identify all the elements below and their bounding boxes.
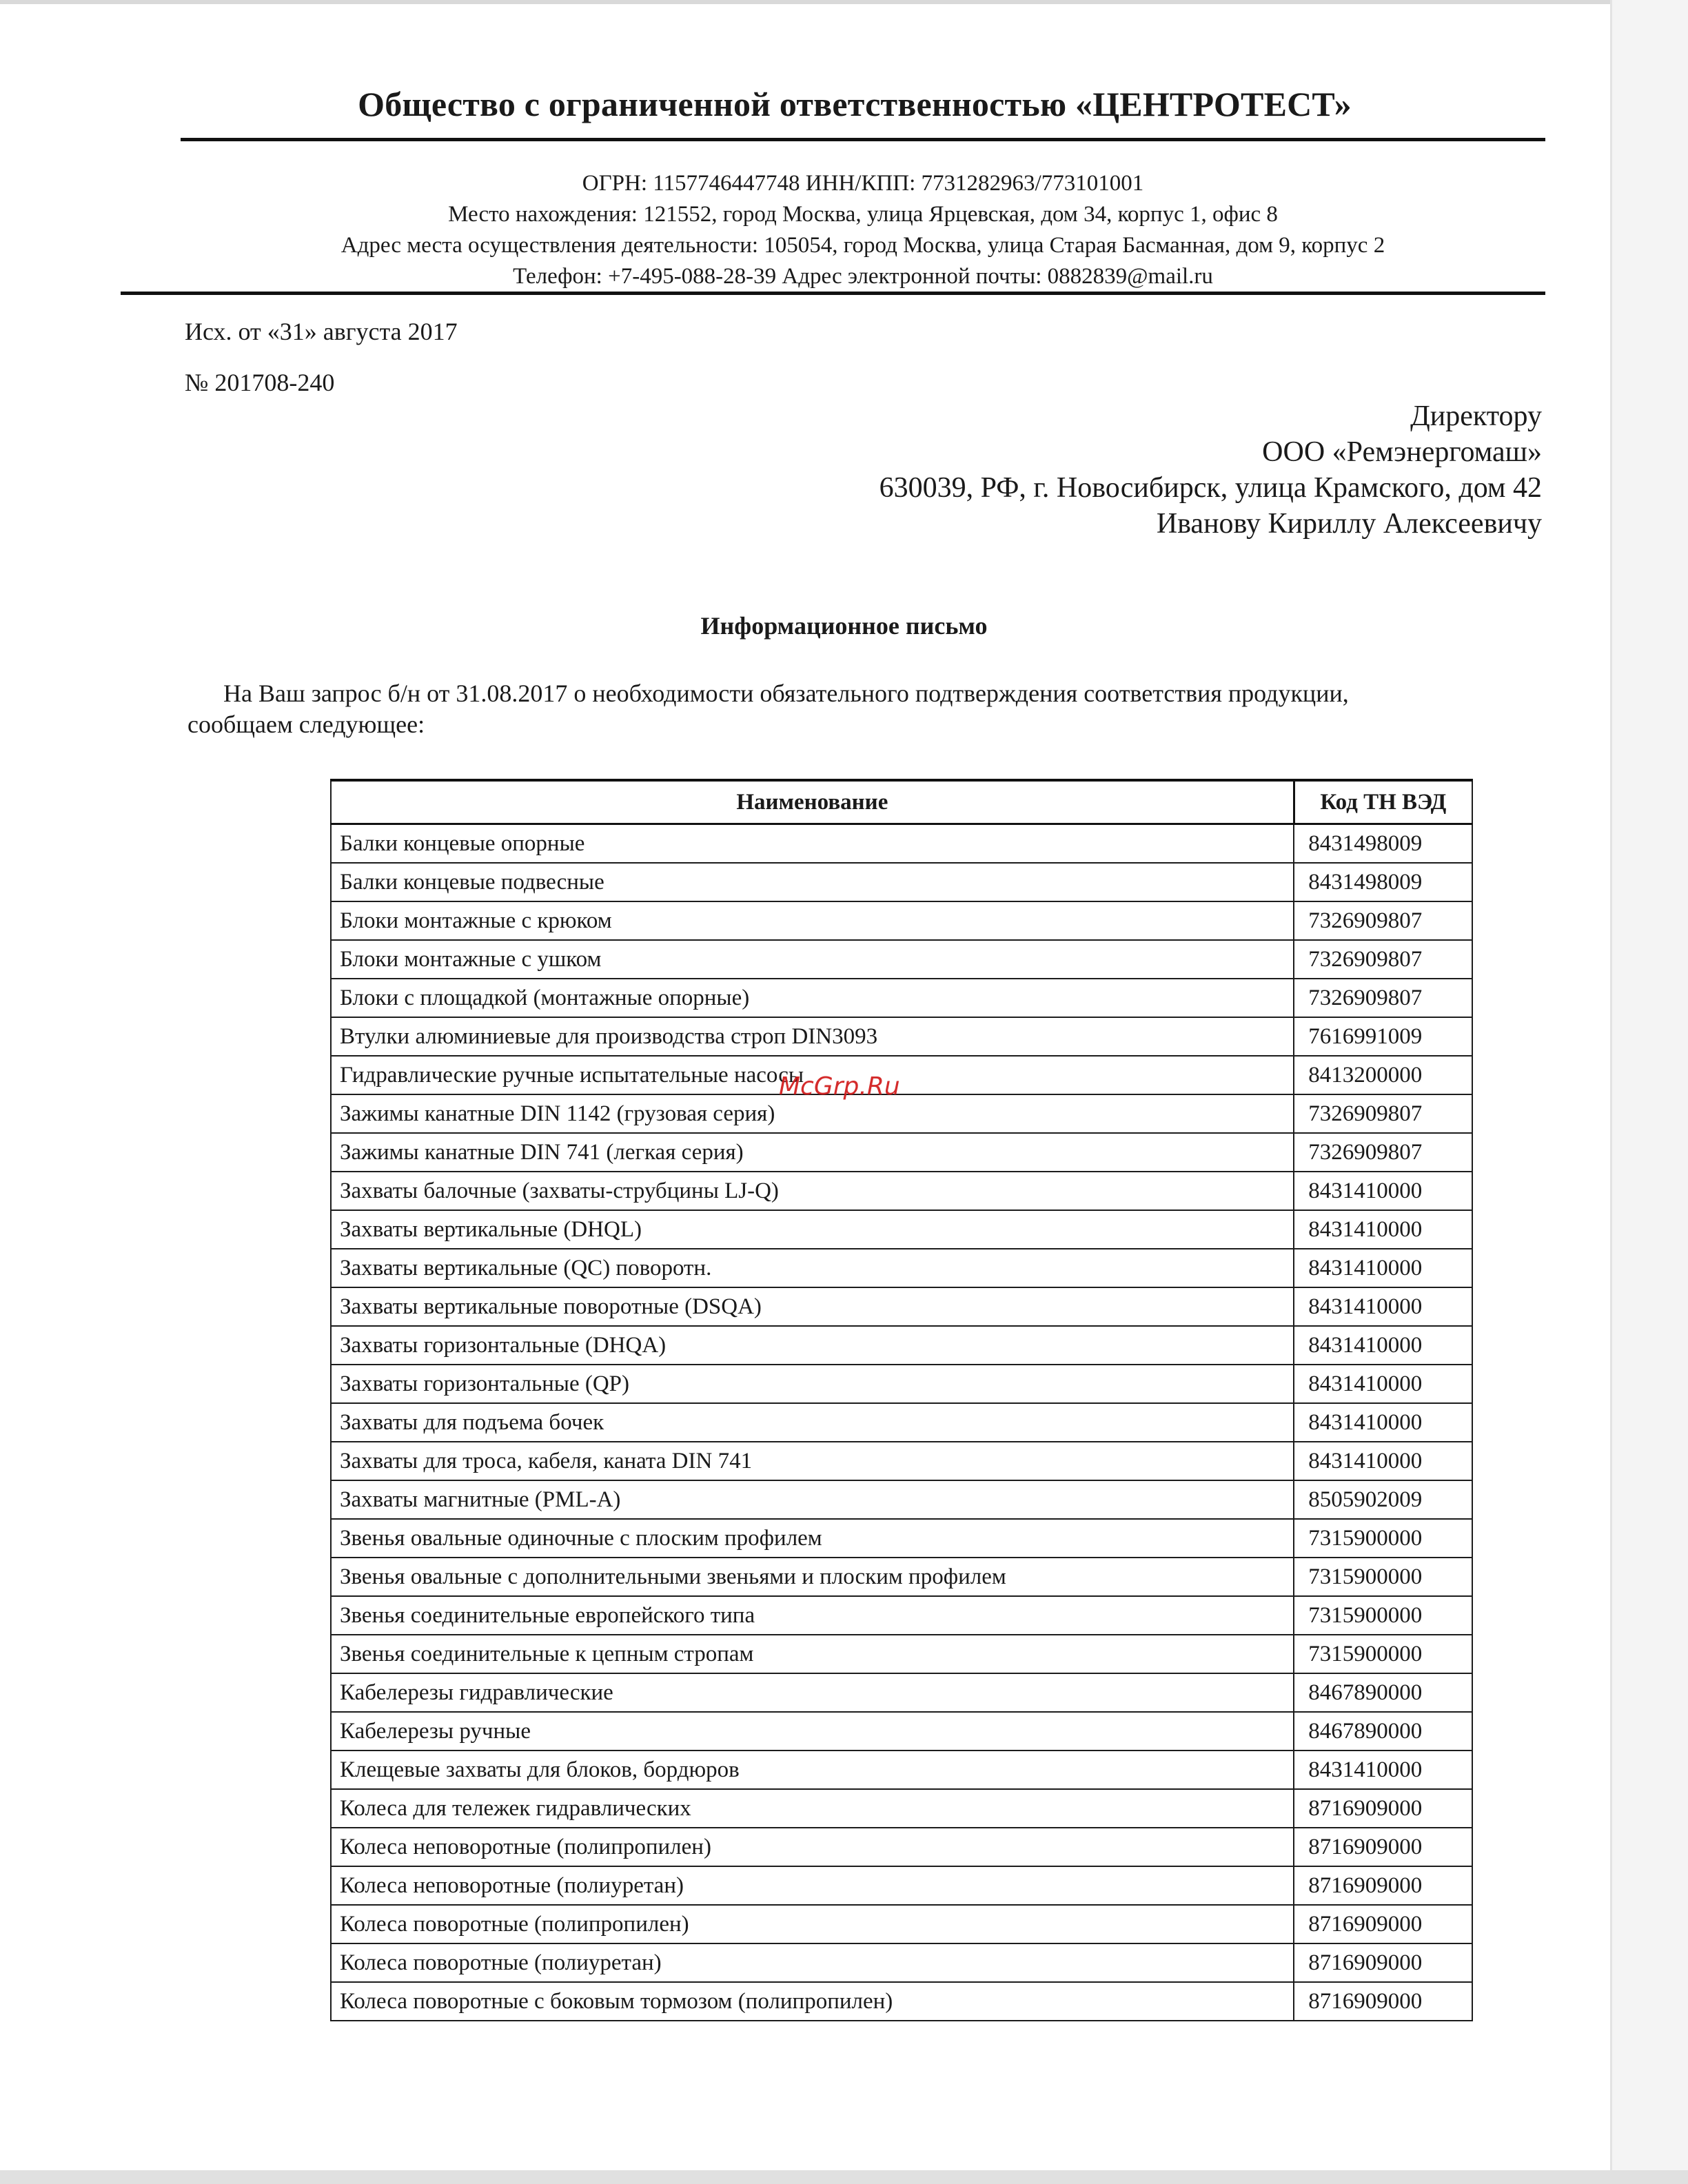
- table-row: [331, 1828, 1472, 1866]
- tn-ved-code: 7616991009: [1294, 1017, 1472, 1056]
- product-name: Захваты вертикальные (QC) поворотн.: [331, 1249, 1294, 1287]
- tn-ved-code: 7315900000: [1294, 1519, 1472, 1558]
- product-name: Колеса поворотные (полипропилен): [331, 1905, 1294, 1943]
- product-name: Колеса поворотные с боковым тормозом (полипропилен): [331, 1982, 1294, 2021]
- table-row: [331, 1673, 1472, 1712]
- table-row: [331, 1133, 1472, 1172]
- table-row: [331, 1326, 1472, 1365]
- table-row: [331, 1056, 1472, 1094]
- scan-edge-top: [0, 0, 1688, 4]
- tn-ved-code: 8431410000: [1294, 1287, 1472, 1326]
- tn-ved-code: 8431410000: [1294, 1442, 1472, 1480]
- tn-ved-code: 7315900000: [1294, 1635, 1472, 1673]
- product-name: Колеса неповоротные (полиуретан): [331, 1866, 1294, 1905]
- product-name: Гидравлические ручные испытательные насосы: [331, 1056, 1294, 1094]
- table-row: [331, 1596, 1472, 1635]
- letter-intro: [187, 678, 1538, 740]
- tn-ved-code: 8505902009: [1294, 1480, 1472, 1519]
- product-name: Блоки с площадкой (монтажные опорные): [331, 979, 1294, 1017]
- tn-ved-code: 7326909807: [1294, 1133, 1472, 1172]
- tn-ved-code: 8716909000: [1294, 1866, 1472, 1905]
- requisites-contacts: Телефон: +7-495-088-28-39 Адрес электронной почты: 0882839@mail.ru: [513, 264, 1213, 289]
- tn-ved-code: 7326909807: [1294, 1094, 1472, 1133]
- table-row: [331, 940, 1472, 979]
- products-table: [330, 779, 1473, 2021]
- outgoing-date: Исх. от «31» августа 2017: [185, 318, 458, 345]
- table-row: [331, 1905, 1472, 1943]
- header-rule-bottom: [121, 292, 1545, 295]
- table-row: [331, 1365, 1472, 1403]
- letter-title: Информационное письмо: [700, 612, 988, 640]
- product-name: Захваты для подъема бочек: [331, 1403, 1294, 1442]
- header-code: Код ТН ВЭД: [1294, 780, 1472, 824]
- product-name: Звенья соединительные европейского типа: [331, 1596, 1294, 1635]
- product-name: Втулки алюминиевые для производства строп DIN3093: [331, 1017, 1294, 1056]
- tn-ved-code: 8431410000: [1294, 1365, 1472, 1403]
- tn-ved-code: 8431410000: [1294, 1403, 1472, 1442]
- table-row: [331, 1172, 1472, 1210]
- table-row: [331, 1403, 1472, 1442]
- addressee-block: [879, 398, 1542, 542]
- product-name: Клещевые захваты для блоков, бордюров: [331, 1751, 1294, 1789]
- tn-ved-code: 8716909000: [1294, 1943, 1472, 1982]
- table-row: [331, 1442, 1472, 1480]
- outgoing-number: № 201708-240: [185, 369, 335, 396]
- product-name: Колеса неповоротные (полипропилен): [331, 1828, 1294, 1866]
- tn-ved-code: 7326909807: [1294, 901, 1472, 940]
- intro-line-1: На Ваш запрос б/н от 31.08.2017 о необходимости обязательного подтверждения соответствия продукции,: [223, 680, 1349, 707]
- product-name: Захваты магнитные (PML-A): [331, 1480, 1294, 1519]
- table-row: [331, 1866, 1472, 1905]
- product-name: Захваты вертикальные (DHQL): [331, 1210, 1294, 1249]
- intro-line-2: сообщаем следующее:: [187, 711, 425, 738]
- table-row: [331, 1982, 1472, 2021]
- product-name: Блоки монтажные с ушком: [331, 940, 1294, 979]
- table-header-row: [331, 780, 1472, 824]
- product-name: Зажимы канатные DIN 1142 (грузовая серия): [331, 1094, 1294, 1133]
- addressee-address: 630039, РФ, г. Новосибирск, улица Крамского, дом 42: [879, 472, 1542, 504]
- header-name: Наименование: [331, 780, 1294, 824]
- tn-ved-code: 7315900000: [1294, 1558, 1472, 1596]
- product-name: Кабелерезы гидравлические: [331, 1673, 1294, 1712]
- tn-ved-code: 8431410000: [1294, 1249, 1472, 1287]
- company-title: Общество с ограниченной ответственностью «ЦЕНТРОТЕСТ»: [358, 85, 1352, 123]
- product-name: Балки концевые подвесные: [331, 863, 1294, 901]
- product-name: Захваты балочные (захваты-струбцины LJ-Q): [331, 1172, 1294, 1210]
- table-row: [331, 1635, 1472, 1673]
- watermark: McGrp.Ru: [779, 1072, 900, 1101]
- product-name: Колеса для тележек гидравлических: [331, 1789, 1294, 1828]
- product-name: Захваты для троса, кабеля, каната DIN 741: [331, 1442, 1294, 1480]
- table-row: [331, 1519, 1472, 1558]
- tn-ved-code: 7315900000: [1294, 1596, 1472, 1635]
- company-requisites: [181, 168, 1545, 292]
- table-row: [331, 824, 1472, 864]
- tn-ved-code: 8431410000: [1294, 1210, 1472, 1249]
- table-row: [331, 1017, 1472, 1056]
- table-row: [331, 1789, 1472, 1828]
- scan-edge-right: [1612, 0, 1688, 2184]
- product-name: Зажимы канатные DIN 741 (легкая серия): [331, 1133, 1294, 1172]
- tn-ved-code: 8431410000: [1294, 1326, 1472, 1365]
- addressee-position: Директору: [1410, 400, 1542, 432]
- table-row: [331, 863, 1472, 901]
- product-name: Захваты вертикальные поворотные (DSQA): [331, 1287, 1294, 1326]
- table-body: [331, 824, 1472, 2021]
- table-row: [331, 1094, 1472, 1133]
- table-row: [331, 1751, 1472, 1789]
- tn-ved-code: 8431410000: [1294, 1751, 1472, 1789]
- product-name: Звенья овальные с дополнительными звеньями и плоским профилем: [331, 1558, 1294, 1596]
- requisites-ogrn: ОГРН: 1157746447748 ИНН/КПП: 7731282963/773101001: [582, 171, 1144, 196]
- requisites-activity-address: Адрес места осуществления деятельности: 105054, город Москва, улица Старая Басманная, дом 9, корпус 2: [340, 233, 1385, 258]
- tn-ved-code: 8716909000: [1294, 1905, 1472, 1943]
- product-name: Захваты горизонтальные (DHQA): [331, 1326, 1294, 1365]
- tn-ved-code: 8716909000: [1294, 1982, 1472, 2021]
- table-row: [331, 1287, 1472, 1326]
- tn-ved-code: 8413200000: [1294, 1056, 1472, 1094]
- product-name: Кабелерезы ручные: [331, 1712, 1294, 1751]
- table-row: [331, 1210, 1472, 1249]
- tn-ved-code: 8431410000: [1294, 1172, 1472, 1210]
- product-name: Захваты горизонтальные (QP): [331, 1365, 1294, 1403]
- table-row: [331, 979, 1472, 1017]
- table-row: [331, 1943, 1472, 1982]
- requisites-location: Место нахождения: 121552, город Москва, улица Ярцевская, дом 34, корпус 1, офис 8: [448, 202, 1278, 227]
- product-name: Колеса поворотные (полиуретан): [331, 1943, 1294, 1982]
- table-row: [331, 1712, 1472, 1751]
- table-row: [331, 1480, 1472, 1519]
- product-name: Звенья соединительные к цепным стропам: [331, 1635, 1294, 1673]
- table-row: [331, 1249, 1472, 1287]
- scan-edge-bottom: [0, 2170, 1688, 2184]
- product-name: Блоки монтажные с крюком: [331, 901, 1294, 940]
- tn-ved-code: 8467890000: [1294, 1673, 1472, 1712]
- product-name: Балки концевые опорные: [331, 824, 1294, 864]
- tn-ved-code: 7326909807: [1294, 940, 1472, 979]
- header-rule-top: [181, 138, 1545, 141]
- table-row: [331, 1558, 1472, 1596]
- table-row: [331, 901, 1472, 940]
- tn-ved-code: 7326909807: [1294, 979, 1472, 1017]
- addressee-company: ООО «Ремэнергомаш»: [1262, 436, 1542, 468]
- tn-ved-code: 8431498009: [1294, 824, 1472, 864]
- tn-ved-code: 8716909000: [1294, 1789, 1472, 1828]
- tn-ved-code: 8716909000: [1294, 1828, 1472, 1866]
- tn-ved-code: 8467890000: [1294, 1712, 1472, 1751]
- addressee-person: Иванову Кириллу Алексеевичу: [1156, 508, 1542, 540]
- tn-ved-code: 8431498009: [1294, 863, 1472, 901]
- product-name: Звенья овальные одиночные с плоским профилем: [331, 1519, 1294, 1558]
